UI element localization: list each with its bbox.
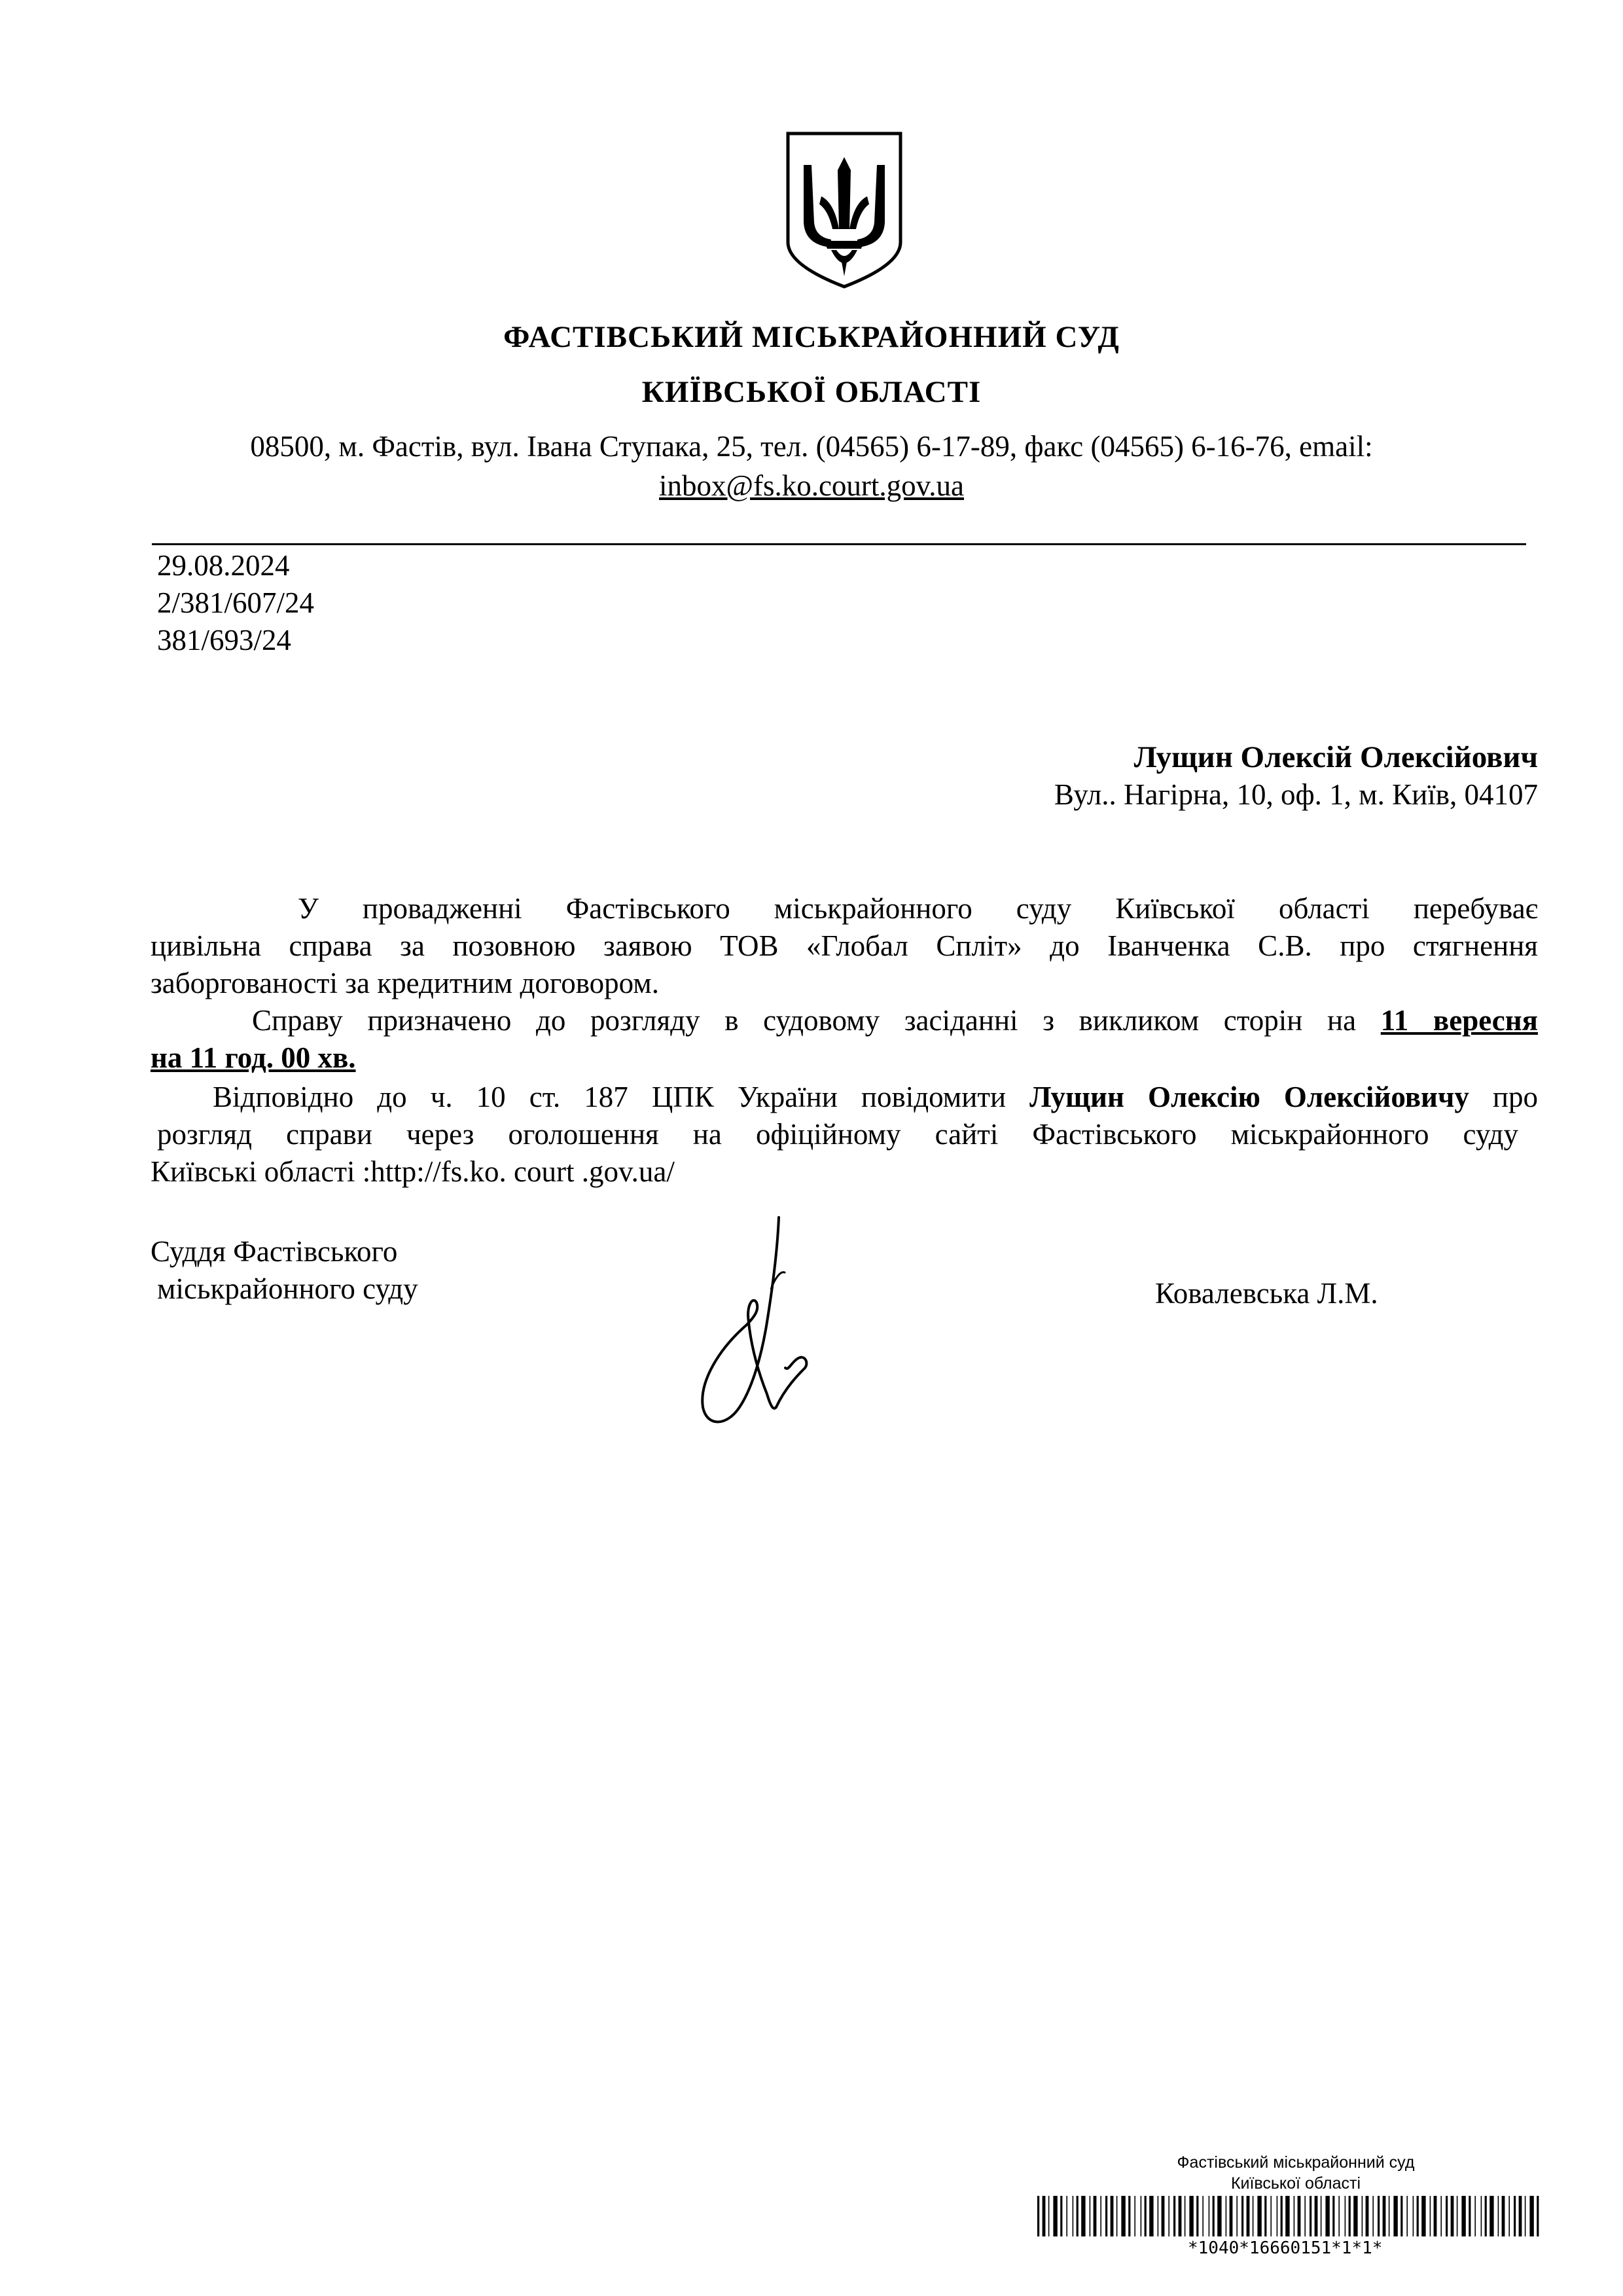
body-paragraph-1-line-1: У провадженні Фастівського міськрайонного суду Київської області перебуває [298, 892, 1538, 925]
barcode-bar [1294, 2196, 1295, 2236]
barcode-bar [1253, 2196, 1254, 2236]
body-paragraph-1-line-3: заборгованості за кредитним договором. [151, 967, 660, 999]
barcode-bar [1421, 2196, 1425, 2236]
barcode-bar [1209, 2196, 1210, 2236]
barcode-bar [1270, 2196, 1272, 2236]
case-number: 381/693/24 [157, 624, 292, 656]
barcode-bar [1338, 2196, 1340, 2236]
barcode-bar [1389, 2196, 1390, 2236]
barcode-bar [1134, 2196, 1135, 2236]
barcode-bar [1310, 2196, 1311, 2236]
barcode-bar [1345, 2196, 1346, 2236]
body-paragraph-3-line-1 [213, 1079, 1538, 1116]
stamp-court-name: Фастівський міськрайонний суд [1177, 2153, 1415, 2172]
barcode-bar [1053, 2196, 1057, 2236]
barcode-bar [1393, 2196, 1397, 2236]
barcode-bar [1332, 2196, 1334, 2236]
barcode-bar [1090, 2196, 1091, 2236]
barcode-bar [1277, 2196, 1278, 2236]
barcode-bar [1508, 2196, 1510, 2236]
notice-text: Відповідно до ч. 10 ст. 187 ЦПК України повідомити [213, 1081, 1007, 1113]
barcode-bar [1141, 2196, 1142, 2236]
barcode-bar [1349, 2196, 1351, 2236]
judge-name: Ковалевська Л.М. [1155, 1277, 1378, 1310]
barcode-bar [1196, 2196, 1198, 2236]
barcode-bar [1417, 2196, 1419, 2236]
barcode-bar [1321, 2196, 1322, 2236]
barcode-bar [1236, 2196, 1238, 2236]
barcode-bar [1105, 2196, 1107, 2236]
registration-date: 29.08.2024 [157, 549, 290, 582]
barcode-bar [1514, 2196, 1516, 2236]
barcode-bar [1304, 2196, 1306, 2236]
registration-number: 2/381/607/24 [157, 586, 315, 619]
barcode-bar [1081, 2196, 1085, 2236]
body-paragraph-3-line-2: розгляд справи через оголошення на офіційному сайті Фастівського міськрайонного суду [157, 1118, 1518, 1151]
barcode-bar [1121, 2196, 1125, 2236]
body-paragraph-1-line-2: цивільна справа за позовною заявою ТОВ «Глобал Спліт» до Іванченка С.В. про стягнення [151, 929, 1538, 962]
barcode-bar [1189, 2196, 1193, 2236]
barcode-bar [1158, 2196, 1159, 2236]
barcode-bar [1241, 2196, 1243, 2236]
barcode-bar [1525, 2196, 1526, 2236]
barcode-bar [1060, 2196, 1062, 2236]
barcode-bar [1430, 2196, 1431, 2236]
barcode-number: *1040*16660151*1*1* [1188, 2238, 1383, 2258]
barcode-bar [1383, 2196, 1386, 2236]
barcode-bar [1149, 2196, 1153, 2236]
notice-text-end: про [1492, 1081, 1538, 1113]
barcode-bar [1537, 2196, 1539, 2236]
barcode-bar [1230, 2196, 1233, 2236]
barcode-bar [1413, 2196, 1414, 2236]
barcode [1037, 2196, 1541, 2236]
barcode-bar [1519, 2196, 1522, 2236]
barcode-bar [1202, 2196, 1204, 2236]
barcode-bar [1066, 2196, 1067, 2236]
barcode-bar [1406, 2196, 1408, 2236]
barcode-bar [1116, 2196, 1118, 2236]
barcode-bar [1485, 2196, 1487, 2236]
barcode-bar [1179, 2196, 1182, 2236]
barcode-bar [1073, 2196, 1074, 2236]
barcode-bar [1498, 2196, 1499, 2236]
barcode-bar [1469, 2196, 1471, 2236]
judge-title [151, 1233, 418, 1308]
barcode-bar [1285, 2196, 1289, 2236]
barcode-bar [1100, 2196, 1101, 2236]
addressee-address: Вул.. Нагірна, 10, оф. 1, м. Київ, 04107 [1054, 778, 1538, 811]
barcode-bar [1502, 2196, 1505, 2236]
barcode-bar [1440, 2196, 1442, 2236]
barcode-bar [1048, 2196, 1050, 2236]
notice-recipient: Лущин Олексію Олексійовичу [1029, 1081, 1469, 1113]
registration-block [157, 547, 314, 659]
barcode-bar [1168, 2196, 1169, 2236]
barcode-bar [1094, 2196, 1097, 2236]
barcode-bar [1145, 2196, 1147, 2236]
barcode-bar [1400, 2196, 1402, 2236]
barcode-bar [1529, 2196, 1533, 2236]
barcode-bar [1298, 2196, 1301, 2236]
barcode-bar [1457, 2196, 1458, 2236]
barcode-bar [1461, 2196, 1465, 2236]
court-email-link[interactable]: inbox@fs.ko.court.gov.ua [659, 469, 964, 502]
barcode-bar [1247, 2196, 1250, 2236]
barcode-bar [1037, 2196, 1039, 2236]
header-divider [152, 543, 1526, 545]
judge-title-line-2: міськрайонного суду [157, 1272, 418, 1305]
barcode-bar [1434, 2196, 1437, 2236]
barcode-bar [1281, 2196, 1283, 2236]
hearing-text: Справу призначено до розгляду в судовому засіданні з викликом сторін на [252, 1004, 1357, 1037]
barcode-bar [1162, 2196, 1165, 2236]
court-contacts: 08500, м. Фастів, вул. Івана Ступака, 25, тел. (04565) 6-17-89, факс (04565) 6-16-76, email: [250, 430, 1373, 463]
barcode-bar [1362, 2196, 1363, 2236]
barcode-bar [1372, 2196, 1374, 2236]
barcode-bar [1481, 2196, 1482, 2236]
stamp-court-region: Київської області [1230, 2174, 1361, 2193]
hearing-time: на 11 год. 00 хв. [151, 1041, 356, 1074]
addressee-name: Лущин Олексій Олексійович [1133, 740, 1538, 774]
barcode-bar [1077, 2196, 1079, 2236]
court-region: КИЇВСЬКОЇ ОБЛАСТІ [641, 375, 982, 409]
barcode-bar [1213, 2196, 1215, 2236]
barcode-bar [1111, 2196, 1114, 2236]
body-paragraph-3-line-3: Київські області :http://fs.ko. court .gov.ua/ [151, 1155, 675, 1188]
barcode-bar [1451, 2196, 1454, 2236]
judge-title-line-1: Суддя Фастівського [151, 1235, 398, 1268]
body-paragraph-2-line-1 [252, 1002, 1538, 1039]
barcode-bar [1474, 2196, 1476, 2236]
barcode-bar [1446, 2196, 1448, 2236]
barcode-bar [1366, 2196, 1369, 2236]
barcode-bar [1489, 2196, 1493, 2236]
barcode-bar [1257, 2196, 1261, 2236]
ukraine-trident-icon [785, 131, 903, 289]
barcode-bar [1325, 2196, 1329, 2236]
barcode-bar [1378, 2196, 1380, 2236]
barcode-bar [1226, 2196, 1227, 2236]
body-paragraph-2-line-2 [151, 1039, 1538, 1077]
barcode-bar [1128, 2196, 1130, 2236]
barcode-bar [1185, 2196, 1186, 2236]
barcode-bar [1264, 2196, 1266, 2236]
barcode-bar [1043, 2196, 1046, 2236]
hearing-date: 11 вересня [1380, 1004, 1539, 1037]
court-name: ФАСТІВСЬКИЙ МІСЬКРАЙОННИЙ СУД [503, 320, 1120, 354]
barcode-bar [1217, 2196, 1221, 2236]
handwritten-signature [694, 1211, 831, 1446]
barcode-bar [1353, 2196, 1357, 2236]
barcode-bar [1315, 2196, 1318, 2236]
barcode-bar [1173, 2196, 1175, 2236]
